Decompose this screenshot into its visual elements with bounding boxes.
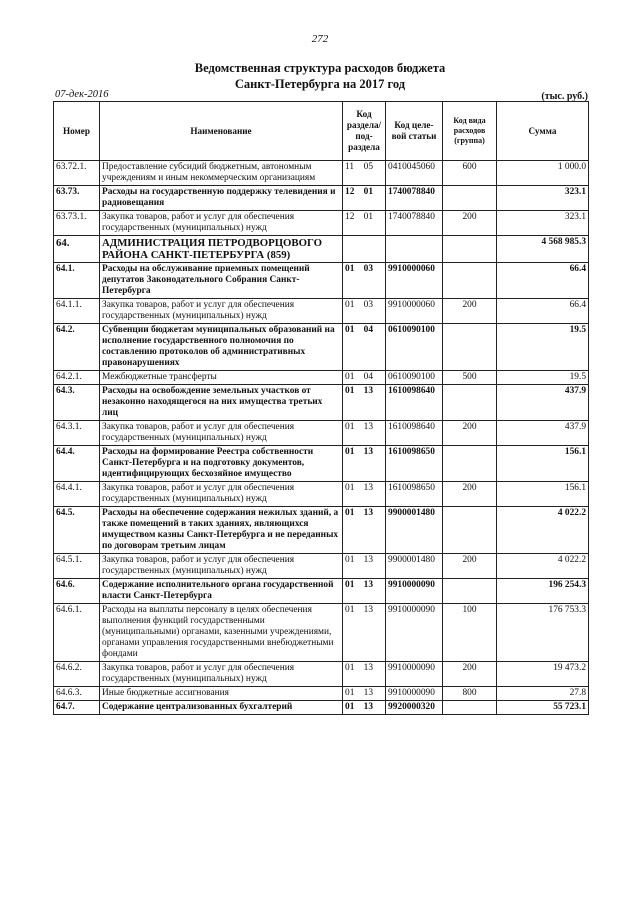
row-section: 12 [345, 187, 355, 197]
document-title [0, 60, 640, 92]
row-section-code [343, 446, 386, 482]
row-number: 64.5.1. [54, 554, 100, 579]
row-name: Закупка товаров, работ и услуг для обеспечения государственных (муниципальных) нужд [100, 211, 343, 236]
row-target-code: 9910000060 [386, 299, 443, 324]
row-target-code [386, 236, 443, 263]
row-section-code [343, 482, 386, 507]
row-section: 01 [345, 555, 355, 565]
row-subsection: 01 [363, 187, 373, 197]
row-target-code: 1740078840 [386, 186, 443, 211]
row-expense-type: 500 [443, 371, 497, 385]
row-section: 01 [345, 447, 355, 457]
row-number: 64.1. [54, 263, 100, 299]
row-name: Закупка товаров, работ и услуг для обеспечения государственных (муниципальных) нужд [100, 299, 343, 324]
row-target-code: 9910000090 [386, 579, 443, 604]
row-expense-type: 200 [443, 554, 497, 579]
row-amount: 323.1 [497, 186, 589, 211]
row-expense-type [443, 236, 497, 263]
row-section-code [343, 421, 386, 446]
row-amount: 437.9 [497, 385, 589, 421]
row-target-code: 0610090100 [386, 324, 443, 371]
table-row [54, 186, 589, 211]
table-row [54, 662, 589, 687]
row-amount: 156.1 [497, 446, 589, 482]
row-section: 01 [345, 386, 355, 396]
row-number: 63.73. [54, 186, 100, 211]
row-name: Расходы на государственную поддержку телевидения и радиовещания [100, 186, 343, 211]
row-section: 01 [345, 702, 355, 712]
row-section: 01 [345, 422, 355, 432]
row-expense-type: 200 [443, 482, 497, 507]
row-section-code [343, 186, 386, 211]
row-subsection: 03 [363, 264, 373, 274]
row-name: Расходы на обеспечение содержания нежилых зданий, а также помещений в таких зданиях, являющихся имуществом казны Санкт-Петербурга и не переданных по договорам третьим лицам [100, 507, 343, 554]
budget-table [53, 101, 589, 715]
row-section-code [343, 324, 386, 371]
row-target-code: 1610098640 [386, 385, 443, 421]
header-number: Номер [54, 102, 100, 161]
row-section-code [343, 385, 386, 421]
row-name: Расходы на освобождение земельных участков от незаконно находящегося на них имущества третьих лиц [100, 385, 343, 421]
title-line-1: Ведомственная структура расходов бюджета [194, 61, 446, 75]
row-subsection: 13 [363, 702, 373, 712]
row-subsection: 13 [363, 447, 373, 457]
row-name: Иные бюджетные ассигнования [100, 687, 343, 701]
row-section-code [343, 507, 386, 554]
row-section-code [343, 371, 386, 385]
row-expense-type: 800 [443, 687, 497, 701]
row-expense-type [443, 324, 497, 371]
row-target-code: 1610098650 [386, 446, 443, 482]
row-amount: 1 000.0 [497, 161, 589, 186]
row-target-code: 9910000090 [386, 687, 443, 701]
row-amount: 323.1 [497, 211, 589, 236]
row-section: 01 [345, 605, 355, 615]
page-number: 272 [311, 33, 329, 45]
row-section: 01 [345, 264, 355, 274]
row-name: Субвенции бюджетам муниципальных образований на исполнение государственного полномочия по составлению протоколов об административных правонарушениях [100, 324, 343, 371]
row-subsection: 13 [363, 422, 373, 432]
header-expense-type: Код вида расходов (группа) [443, 102, 497, 161]
row-number: 64.6.3. [54, 687, 100, 701]
row-section-code [343, 554, 386, 579]
row-subsection: 04 [363, 325, 373, 335]
row-subsection: 05 [363, 162, 373, 172]
row-number: 64.7. [54, 701, 100, 715]
row-section-code [343, 579, 386, 604]
row-number: 64.4. [54, 446, 100, 482]
row-subsection: 03 [363, 300, 373, 310]
row-amount: 156.1 [497, 482, 589, 507]
row-name: АДМИНИСТРАЦИЯ ПЕТРОДВОРЦОВОГО РАЙОНА САНКТ-ПЕТЕРБУРГА (859) [100, 236, 343, 263]
row-name: Предоставление субсидий бюджетным, автономным учреждениям и иным некоммерческим организациям [100, 161, 343, 186]
table-row [54, 324, 589, 371]
row-name: Закупка товаров, работ и услуг для обеспечения государственных (муниципальных) нужд [100, 482, 343, 507]
row-number: 64.6. [54, 579, 100, 604]
row-amount: 176 753.3 [497, 604, 589, 662]
row-subsection: 13 [363, 483, 373, 493]
row-name: Содержание централизованных бухгалтерий [100, 701, 343, 715]
row-name: Закупка товаров, работ и услуг для обеспечения государственных (муниципальных) нужд [100, 554, 343, 579]
row-amount: 4 022.2 [497, 507, 589, 554]
row-name: Расходы на выплаты персоналу в целях обеспечения выполнения функций государственными (муниципальными) органами, казенными учреждениями, органами управления государственными внебюджетными фондами [100, 604, 343, 662]
row-target-code: 1740078840 [386, 211, 443, 236]
units-label: (тыс. руб.) [541, 91, 588, 102]
row-expense-type [443, 446, 497, 482]
table-row [54, 687, 589, 701]
row-name: Содержание исполнительного органа государственной власти Санкт-Петербурга [100, 579, 343, 604]
row-subsection: 13 [363, 508, 373, 518]
row-amount: 27.8 [497, 687, 589, 701]
row-subsection: 01 [363, 212, 373, 222]
row-subsection: 13 [363, 605, 373, 615]
row-expense-type [443, 186, 497, 211]
row-subsection: 13 [363, 555, 373, 565]
row-section-code [343, 263, 386, 299]
row-section-code [343, 687, 386, 701]
row-number: 64.6.1. [54, 604, 100, 662]
table-row [54, 371, 589, 385]
row-amount: 66.4 [497, 299, 589, 324]
row-expense-type: 200 [443, 662, 497, 687]
row-section-code [343, 662, 386, 687]
row-target-code: 0410045060 [386, 161, 443, 186]
row-amount: 4 568 985.3 [497, 236, 589, 263]
row-subsection: 13 [363, 663, 373, 673]
row-expense-type [443, 385, 497, 421]
row-amount: 19 473.2 [497, 662, 589, 687]
header-amount: Сумма [497, 102, 589, 161]
row-name: Закупка товаров, работ и услуг для обеспечения государственных (муниципальных) нужд [100, 662, 343, 687]
title-line-2: Санкт-Петербурга на 2017 год [234, 77, 406, 91]
row-name: Закупка товаров, работ и услуг для обеспечения государственных (муниципальных) нужд [100, 421, 343, 446]
table-row [54, 482, 589, 507]
row-target-code: 9910000090 [386, 662, 443, 687]
row-section: 01 [345, 483, 355, 493]
row-section: 01 [345, 663, 355, 673]
row-amount: 66.4 [497, 263, 589, 299]
row-expense-type: 600 [443, 161, 497, 186]
table-row [54, 579, 589, 604]
row-subsection: 13 [363, 580, 373, 590]
row-number: 64.2.1. [54, 371, 100, 385]
header-name: Наименование [100, 102, 343, 161]
row-expense-type [443, 507, 497, 554]
row-number: 64.2. [54, 324, 100, 371]
row-number: 64.1.1. [54, 299, 100, 324]
row-amount: 4 022.2 [497, 554, 589, 579]
table-row [54, 236, 589, 263]
row-section-code [343, 604, 386, 662]
row-section-code [343, 701, 386, 715]
row-amount: 196 254.3 [497, 579, 589, 604]
document-date: 07-дек-2016 [55, 89, 109, 100]
row-target-code: 1610098640 [386, 421, 443, 446]
table-row [54, 701, 589, 715]
row-expense-type: 100 [443, 604, 497, 662]
row-amount: 19.5 [497, 324, 589, 371]
row-section: 01 [345, 580, 355, 590]
table-row [54, 263, 589, 299]
table-row [54, 385, 589, 421]
row-expense-type [443, 579, 497, 604]
row-target-code: 9910000060 [386, 263, 443, 299]
row-expense-type: 200 [443, 211, 497, 236]
row-target-code: 9920000320 [386, 701, 443, 715]
row-number: 64. [54, 236, 100, 263]
row-section-code [343, 299, 386, 324]
row-section-code [343, 211, 386, 236]
row-target-code: 9910000090 [386, 604, 443, 662]
row-name: Расходы на обслуживание приемных помещений депутатов Законодательного Собрания Санкт-Петербурга [100, 263, 343, 299]
row-section: 11 [345, 162, 355, 172]
row-expense-type: 200 [443, 299, 497, 324]
table-row [54, 211, 589, 236]
row-expense-type: 200 [443, 421, 497, 446]
row-number: 64.3. [54, 385, 100, 421]
table-row [54, 507, 589, 554]
row-number: 64.4.1. [54, 482, 100, 507]
table-header-row [54, 102, 589, 161]
row-number: 63.72.1. [54, 161, 100, 186]
table-row [54, 299, 589, 324]
row-name: Расходы на формирование Реестра собственности Санкт-Петербурга и на подготовку документов, идентифицирующих бесхозяйное имущество [100, 446, 343, 482]
row-section: 01 [345, 688, 355, 698]
table-row [54, 604, 589, 662]
header-target-code: Код целе-вой статьи [386, 102, 443, 161]
row-target-code: 9900001480 [386, 554, 443, 579]
row-section: 01 [345, 508, 355, 518]
row-subsection: 04 [363, 372, 373, 382]
table-row [54, 421, 589, 446]
row-number: 64.5. [54, 507, 100, 554]
row-section: 01 [345, 325, 355, 335]
table-row [54, 554, 589, 579]
row-number: 64.3.1. [54, 421, 100, 446]
row-target-code: 0610090100 [386, 371, 443, 385]
row-section-code [343, 236, 386, 263]
row-section: 12 [345, 212, 355, 222]
row-target-code: 9900001480 [386, 507, 443, 554]
row-amount: 437.9 [497, 421, 589, 446]
row-number: 63.73.1. [54, 211, 100, 236]
row-section: 01 [345, 372, 355, 382]
table-body [54, 161, 589, 715]
row-section-code [343, 161, 386, 186]
table-row [54, 161, 589, 186]
table-row [54, 446, 589, 482]
row-name: Межбюджетные трансферты [100, 371, 343, 385]
row-amount: 19.5 [497, 371, 589, 385]
row-number: 64.6.2. [54, 662, 100, 687]
row-expense-type [443, 701, 497, 715]
row-subsection: 13 [363, 688, 373, 698]
header-section-code: Код раздела/ под-раздела [343, 102, 386, 161]
row-amount: 55 723.1 [497, 701, 589, 715]
row-expense-type [443, 263, 497, 299]
row-section: 01 [345, 300, 355, 310]
row-target-code: 1610098650 [386, 482, 443, 507]
row-subsection: 13 [363, 386, 373, 396]
